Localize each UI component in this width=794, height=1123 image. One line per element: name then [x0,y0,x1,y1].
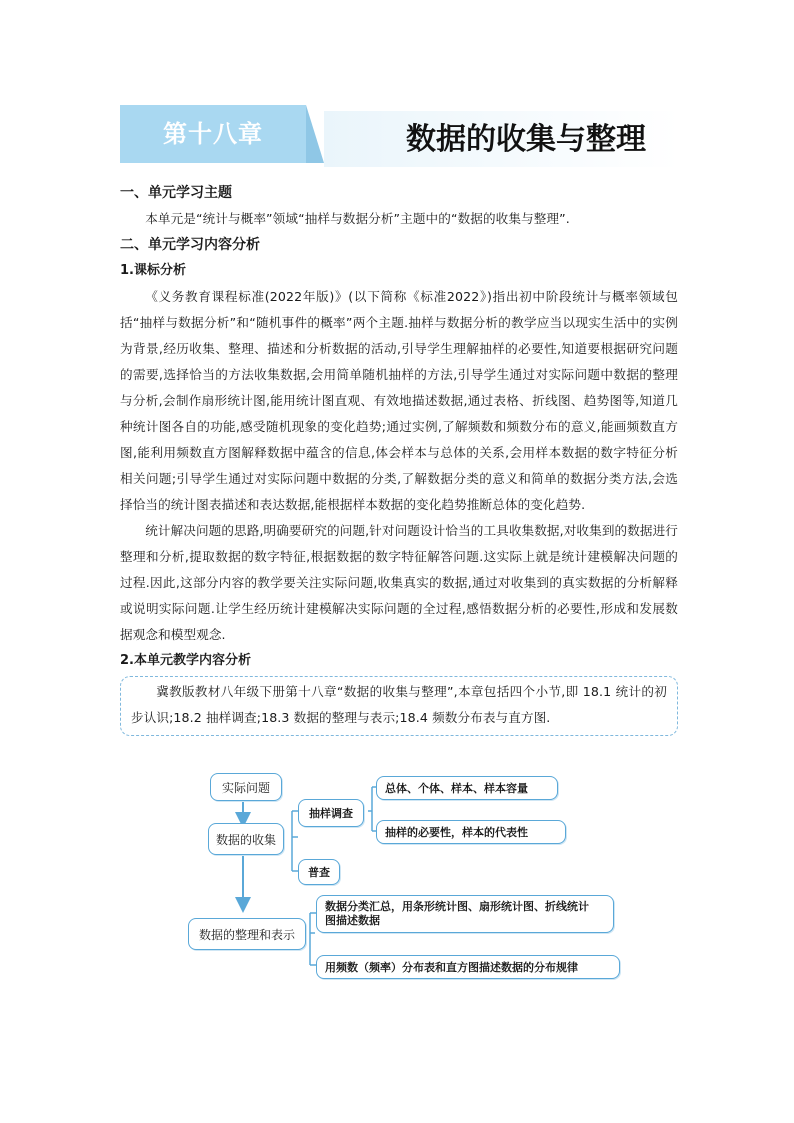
leaf-frequency-distribution-label: 用频数（频率）分布表和直方图描述数据的分布规律 [325,961,578,974]
section-2-2-heading: 2.本单元教学内容分析 [120,653,251,668]
node-census-label: 普查 [308,866,330,879]
section-2-1-heading: 1.课标分析 [120,263,186,278]
node-actual-problem-label: 实际问题 [221,780,270,795]
leaf-population-sample [376,776,558,800]
node-data-organization [188,918,306,950]
chapter-title: 数据的收集与整理 [406,122,646,157]
chapter-number: 第十八章 [120,105,306,163]
section-2-heading: 二、单元学习内容分析 [120,237,260,253]
node-sampling-survey-label: 抽样调查 [309,807,353,820]
node-data-collection-label: 数据的收集 [215,832,276,847]
knowledge-structure-diagram [180,765,620,985]
leaf-classify-charts [316,895,614,933]
node-census [298,859,340,885]
node-actual-problem [210,773,282,801]
content-summary-text: 冀教版教材八年级下册第十八章“数据的收集与整理”,本章包括四个小节,即 18.1 统计的初步认识;18.2 抽样调查;18.3 数据的整理与表示;18.4 频数分布表与直方图. [131,684,667,725]
leaf-population-sample-label: 总体、个体、样本、样本容量 [385,782,528,795]
node-sampling-survey [298,799,364,827]
leaf-sampling-necessity [376,820,566,844]
chapter-tab-fold [306,105,324,163]
leaf-classify-charts-label: 数据分类汇总，用条形统计图、扇形统计图、折线统计图描述数据 [325,900,589,927]
section-2-1-paragraph-2: 统计解决问题的思路,明确要研究的问题,针对问题设计恰当的工具收集数据,对收集到的数据进行整理和分析,提取数据的数字特征,根据数据的数字特征解答问题.这实际上就是统计建模解决问题的过程.因此,这部分内容的教学要关注实际问题,收集真实的数据,通过对收集到的真实数据的分析解释或说明实际问题.让学生经历统计建模解决实际问题的全过程,感悟数据分析的必要性,形成和发展数据观念和模型观念. [120,523,678,642]
section-1-text: 本单元是“统计与概率”领域“抽样与数据分析”主题中的“数据的收集与整理”. [145,211,570,226]
section-2-1-paragraph-1: 《义务教育课程标准(2022年版)》(以下简称《标准2022》)指出初中阶段统计与概率领域包括“抽样与数据分析”和“随机事件的概率”两个主题.抽样与数据分析的教学应当以现实生活中的实例为背景,经历收集、整理、描述和分析数据的活动,引导学生理解抽样的必要性,知道要根据研究问题的需要,选择恰当的方法收集数据,会用简单随机抽样的方法,引导学生通过对实际问题中数据的整理与分析,会制作扇形统计图,能用统计图直观、有效地描述数据,通过表格、折线图、趋势图等,知道几种统计图各自的功能,感受随机现象的变化趋势;通过实例,了解频数和频数分布的意义,能画频数直方图,能利用频数直方图解释数据中蕴含的信息,体会样本与总体的关系,会用样本数据的数字特征分析相关问题;引导学生通过对实际问题中数据的分类,了解数据分类的意义和简单的数据分类方法,会选择恰当的统计图表描述和表达数据,能根据样本数据的变化趋势推断总体的变化趋势. [120,289,678,512]
bracket-sampling [368,787,376,831]
section-1-heading: 一、单元学习主题 [120,185,232,201]
content-summary-box [120,676,678,736]
document-body [120,180,678,736]
node-data-collection [208,823,284,855]
chapter-header [120,105,680,167]
node-data-organization-label: 数据的整理和表示 [198,927,295,942]
leaf-sampling-necessity-label: 抽样的必要性，样本的代表性 [385,826,528,839]
leaf-frequency-distribution [316,955,620,979]
